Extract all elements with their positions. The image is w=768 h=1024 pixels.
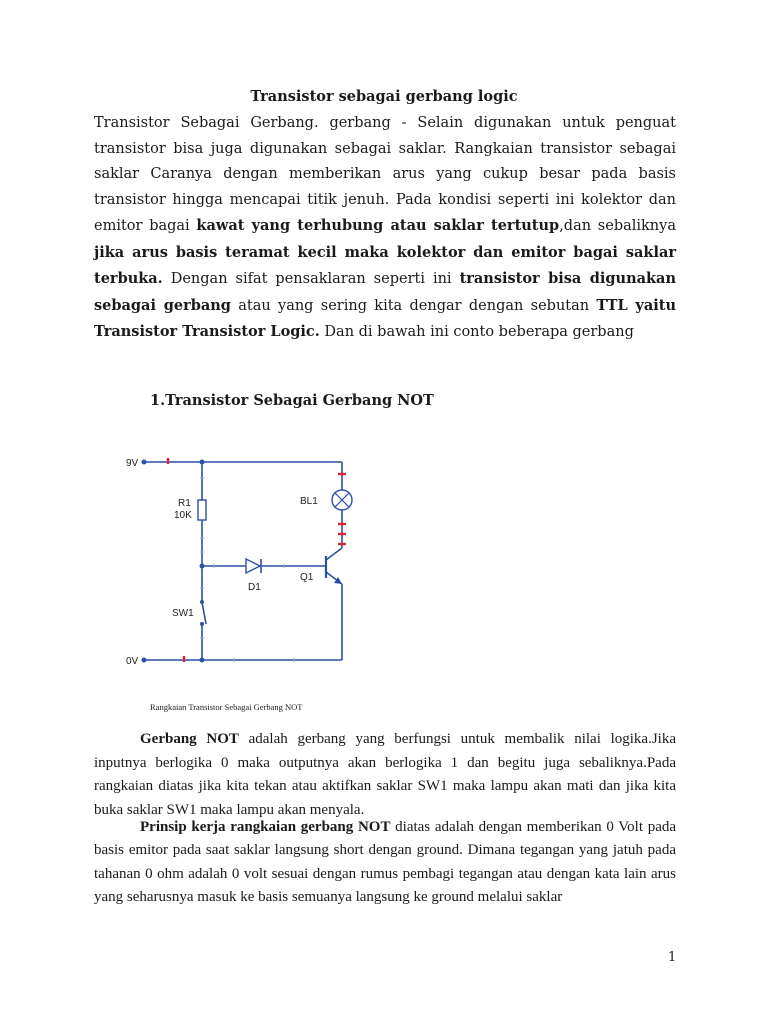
text-run: atau yang sering kita dengar dengan sebutan	[230, 297, 597, 314]
text-run: adalah gerbang yang berfungsi untuk membalik nilai logika.Jika inputnya berlogika 0 maka outputnya akan berlogika 1 dan begitu juga sebaliknya.Pada rangkaian diatas jika kita tekan atau aktifkan saklar SW1 maka lampu akan mati dan jika kita buka saklar SW1 maka lampu akan menyala.	[94, 731, 676, 818]
bold-text-run: Prinsip kerja rangkaian gerbang NOT	[140, 819, 391, 835]
bold-text-run: Gerbang NOT	[140, 731, 239, 747]
label-q1: Q1	[300, 572, 314, 583]
label-d1: D1	[248, 582, 261, 593]
text-run: Dan di bawah ini conto beberapa gerbang	[319, 324, 634, 340]
document-title: Transistor sebagai gerbang logic	[250, 88, 518, 105]
label-0v: 0V	[126, 656, 139, 667]
not-gate-circuit-diagram	[114, 438, 370, 676]
section-heading: 1.Transistor Sebagai Gerbang NOT	[150, 392, 434, 409]
label-r1: R1	[178, 498, 191, 509]
text-run: Dengan sifat pensaklaran seperti ini	[162, 271, 460, 287]
text-run: Transistor Sebagai Gerbang. gerbang - Selain digunakan untuk penguat transistor bisa juga digunakan sebagai saklar. Rangkaian transistor sebagai saklar Caranya dengan memberikan arus yang cukup besar pada basis transistor hingga mencapai titik jenuh. Pada kondisi seperti ini kolektor dan emitor bagai	[94, 115, 676, 234]
bold-text-run: kawat yang terhubung atau saklar tertutup	[196, 217, 560, 234]
intro-paragraph	[94, 111, 676, 346]
label-r1-value: 10K	[174, 510, 192, 521]
label-9v: 9V	[126, 458, 139, 469]
principle-paragraph	[94, 816, 676, 909]
page-number: 1	[668, 950, 677, 965]
label-sw1: SW1	[172, 608, 194, 619]
bold-text-run: transistor bisa digunakan sebagai gerbang	[94, 270, 676, 314]
label-bl1: BL1	[300, 496, 318, 507]
text-run: diatas adalah dengan memberikan 0 Volt pada basis emitor pada saat saklar langsung short dengan ground. Dimana tegangan yang jatuh pada tahanan 0 ohm adalah 0 volt sesuai dengan rumus pembagi tegangan atau dengan kata lain arus yang seharusnya masuk ke basis semuanya langsung ke ground melalui saklar	[94, 819, 677, 905]
text-run: ,dan sebaliknya	[559, 218, 676, 234]
figure-caption: Rangkaian Transistor Sebagai Gerbang NOT	[150, 702, 303, 712]
bold-text-run: jika arus basis teramat kecil maka kolektor dan emitor bagai saklar terbuka.	[94, 243, 676, 287]
not-gate-paragraph	[94, 728, 676, 822]
bold-text-run: TTL yaitu Transistor Transistor Logic.	[94, 296, 676, 340]
